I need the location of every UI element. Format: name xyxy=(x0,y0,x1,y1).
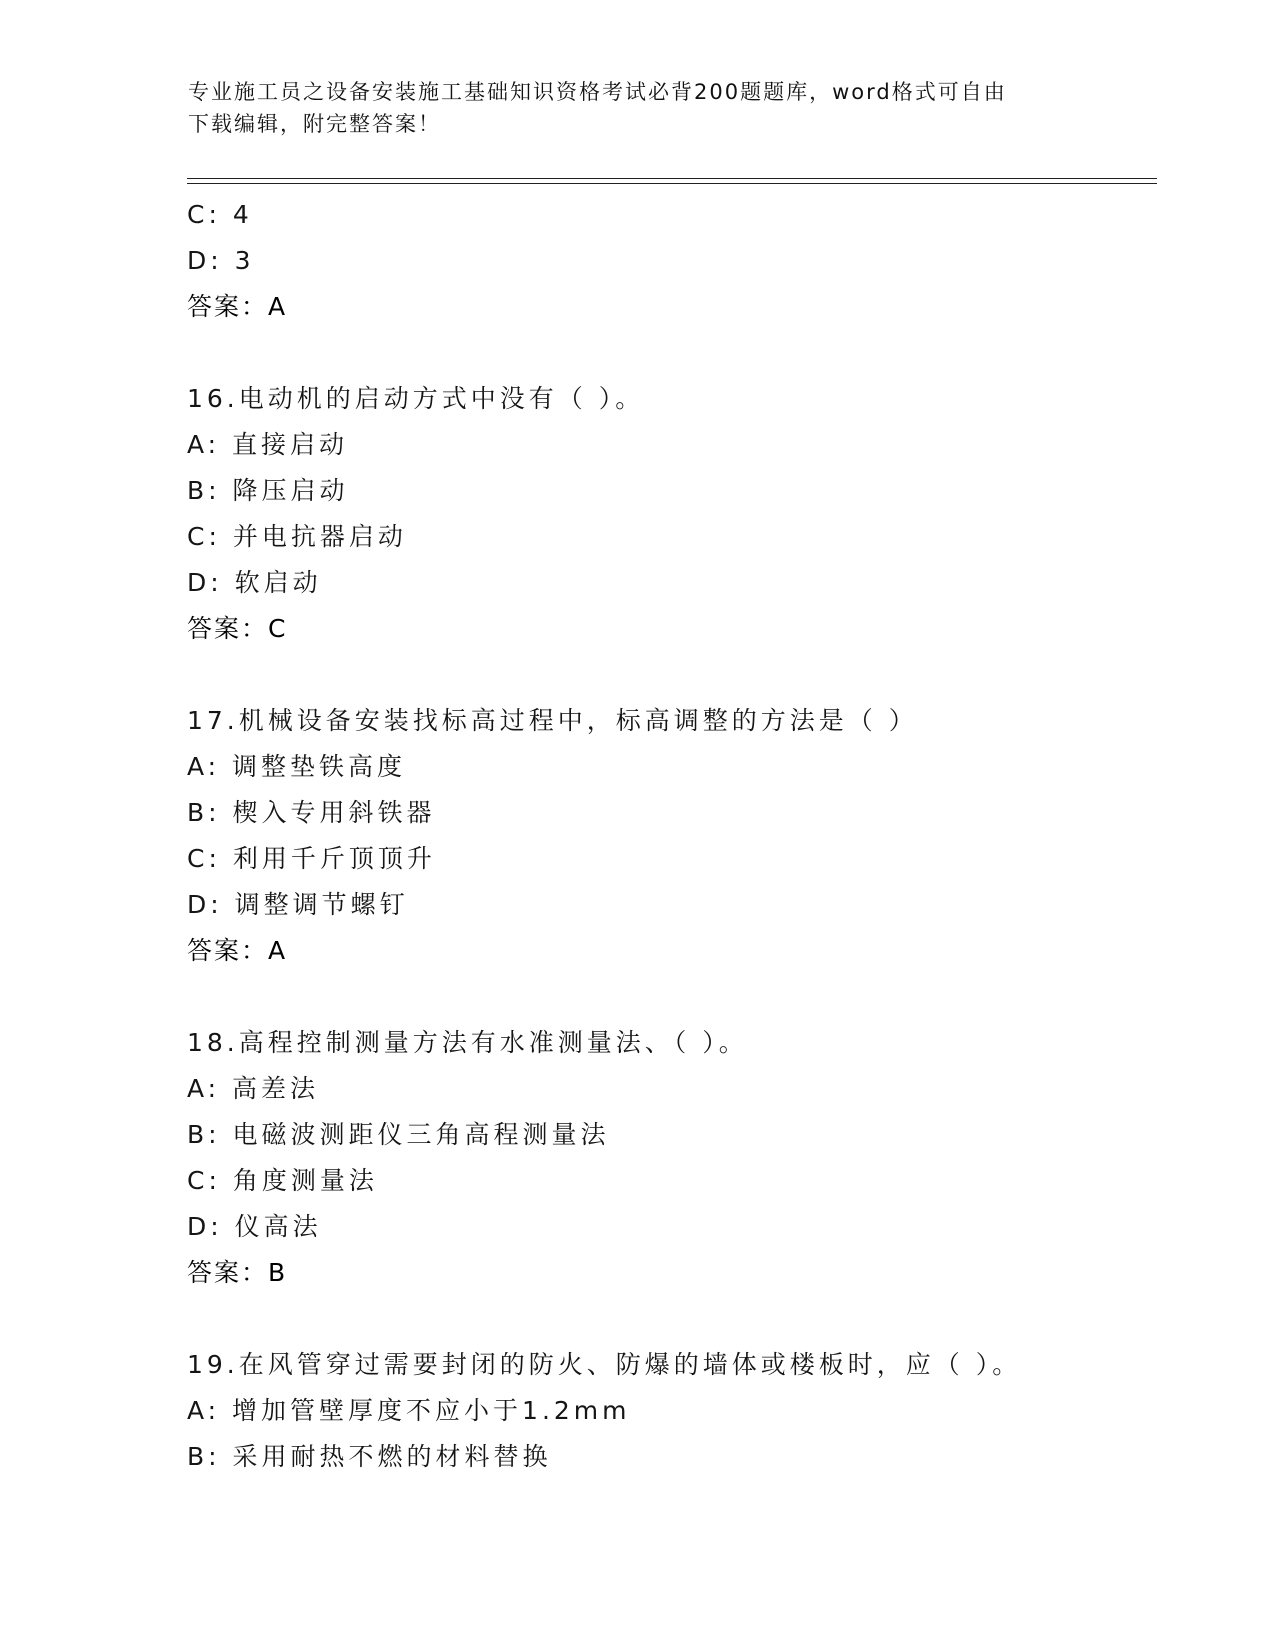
spacer xyxy=(187,652,1147,698)
question-18 xyxy=(187,1020,1147,1296)
option-a: A: 高差法 xyxy=(187,1074,320,1103)
question-list xyxy=(187,192,1147,1480)
question-stem: 16.电动机的启动方式中没有（ ）。 xyxy=(187,384,645,413)
header-divider-top xyxy=(187,178,1157,179)
question-stem: 17.机械设备安装找标高过程中，标高调整的方法是（ ） xyxy=(187,706,918,735)
option-a: A: 增加管壁厚度不应小于1.2mm xyxy=(187,1396,631,1425)
question-stem: 18.高程控制测量方法有水准测量法、（ ）。 xyxy=(187,1028,748,1057)
option-d: D: 仪高法 xyxy=(187,1212,322,1241)
question-16 xyxy=(187,376,1147,652)
header-divider-bottom xyxy=(187,183,1157,184)
option-b: B: 降压启动 xyxy=(187,476,349,505)
header-line-2: 下载编辑，附完整答案！ xyxy=(188,112,441,136)
option-c: C: 并电抗器启动 xyxy=(187,522,407,551)
question-17 xyxy=(187,698,1147,974)
option-c: C: 利用千斤顶顶升 xyxy=(187,844,436,873)
question-19 xyxy=(187,1342,1147,1480)
question-15-tail xyxy=(187,192,1147,330)
answer-line: 答案：C xyxy=(187,614,288,643)
option-b: B: 电磁波测距仪三角高程测量法 xyxy=(187,1120,610,1149)
option-d: D: 调整调节螺钉 xyxy=(187,890,409,919)
option-b: B: 采用耐热不燃的材料替换 xyxy=(187,1442,552,1471)
option-d: D: 3 xyxy=(187,246,255,275)
spacer xyxy=(187,330,1147,376)
answer-line: 答案：B xyxy=(187,1258,288,1287)
header-line-1: 专业施工员之设备安装施工基础知识资格考试必背200题题库，word格式可自由 xyxy=(188,80,1007,104)
option-a: A: 直接启动 xyxy=(187,430,349,459)
spacer xyxy=(187,974,1147,1020)
option-d: D: 软启动 xyxy=(187,568,322,597)
option-a: A: 调整垫铁高度 xyxy=(187,752,407,781)
option-c: C: 4 xyxy=(187,200,253,229)
answer-line: 答案：A xyxy=(187,936,288,965)
option-b: B: 楔入专用斜铁器 xyxy=(187,798,436,827)
answer-line: 答案：A xyxy=(187,292,288,321)
question-stem: 19.在风管穿过需要封闭的防火、防爆的墙体或楼板时，应（ ）。 xyxy=(187,1350,1022,1379)
option-c: C: 角度测量法 xyxy=(187,1166,378,1195)
document-header xyxy=(188,76,1068,140)
spacer xyxy=(187,1296,1147,1342)
